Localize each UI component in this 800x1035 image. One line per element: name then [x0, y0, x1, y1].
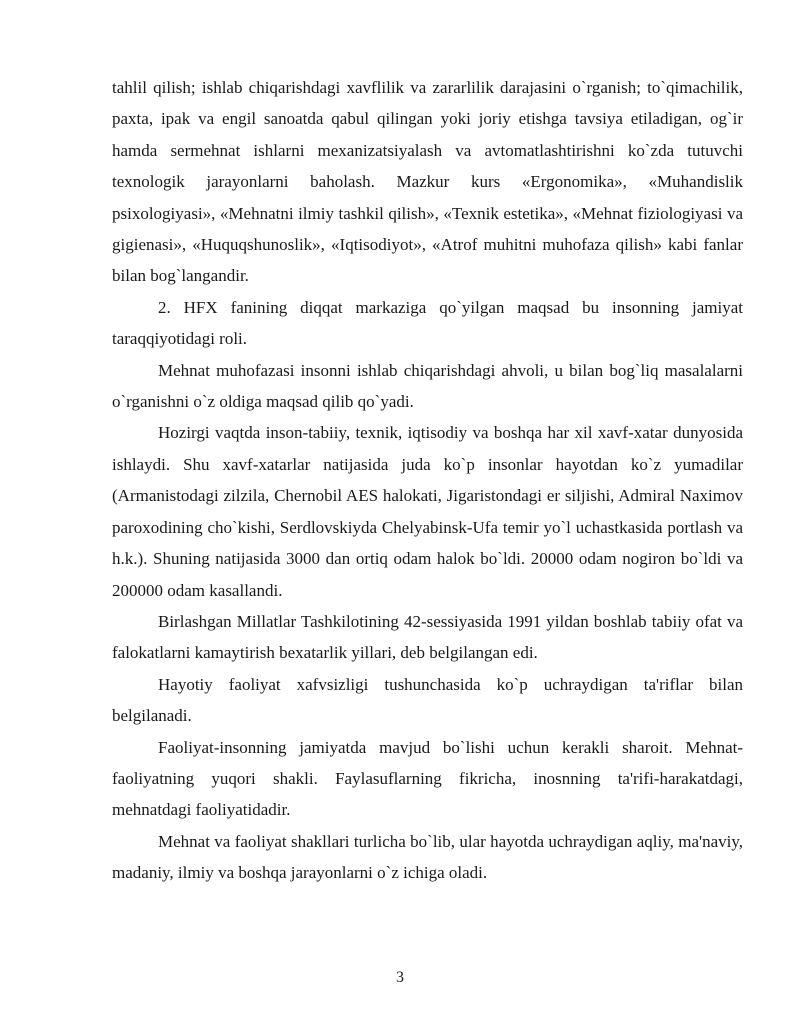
paragraph-2: 2. HFX fanining diqqat markaziga qo`yilgan maqsad bu insonning jamiyat taraqqiyotidagi roli.	[112, 297, 743, 349]
paragraph-6: Hayotiy faoliyat xafvsizligi tushunchasida ko`p uchraydigan ta'riflar bilan belgilanadi.	[112, 674, 743, 726]
paragraph-7: Faoliyat-insonning jamiyatda mavjud bo`lishi uchun kerakli sharoit. Mehnat-faoliyatning yuqori shakli. Faylasuflarning fikricha, inosnning ta'rifi-harakatdagi, mehnatdagi faoliyatidadir.	[112, 737, 743, 820]
page-number: 3	[396, 969, 404, 986]
paragraph-4: Hozirgi vaqtda inson-tabiiy, texnik, iqtisodiy va boshqa har xil xavf-xatar dunyosida ishlaydi. Shu xavf-xatarlar natijasida juda ko`p insonlar hayotdan ko`z yumadilar (Armanistodagi zilzila, Chernobil AES halokati, Jigaristondagi er siljishi, Admiral Naximov paroxodining cho`kishi, Serdlovskiyda Chelyabinsk-Ufa temir yo`l uchastkasida portlash va h.k.). Shuning natijasida 3000 dan ortiq odam halok bo`ldi. 20000 odam nogiron bo`ldi va 200000 odam kasallandi.	[112, 423, 743, 600]
paragraph-5: Birlashgan Millatlar Tashkilotining 42-sessiyasida 1991 yildan boshlab tabiiy ofat va falokatlarni kamaytirish bexatarlik yillari, deb belgilangan edi.	[112, 611, 743, 663]
body-text	[112, 72, 743, 889]
paragraph-8: Mehnat va faoliyat shakllari turlicha bo`lib, ular hayotda uchraydigan aqliy, ma'naviy, madaniy, ilmiy va boshqa jarayonlarni o`z ichiga oladi.	[112, 831, 743, 883]
paragraph-3: Mehnat muhofazasi insonni ishlab chiqarishdagi ahvoli, u bilan bog`liq masalalarni o`rganishni o`z oldiga maqsad qilib qo`yadi.	[112, 360, 743, 412]
paragraph-1: tahlil qilish; ishlab chiqarishdagi xavflilik va zararlilik darajasini o`rganish; to`qimachilik, paxta, ipak va engil sanoatda qabul qilingan yoki joriy etishga tavsiya etiladigan, og`ir hamda sermehnat ishlarni mexanizatsiyalash va avtomatlashtirishni ko`zda tutuvchi texnologik jarayonlarni baholash. Mazkur kurs «Ergonomika», «Muhandislik psixologiyasi», «Mehnatni ilmiy tashkil qilish», «Texnik estetika», «Mehnat fiziologiyasi va gigienasi», «Huquqshunoslik», «Iqtisodiyot», «Atrof muhitni muhofaza qilish» kabi fanlar bilan bog`langandir.	[112, 78, 743, 286]
